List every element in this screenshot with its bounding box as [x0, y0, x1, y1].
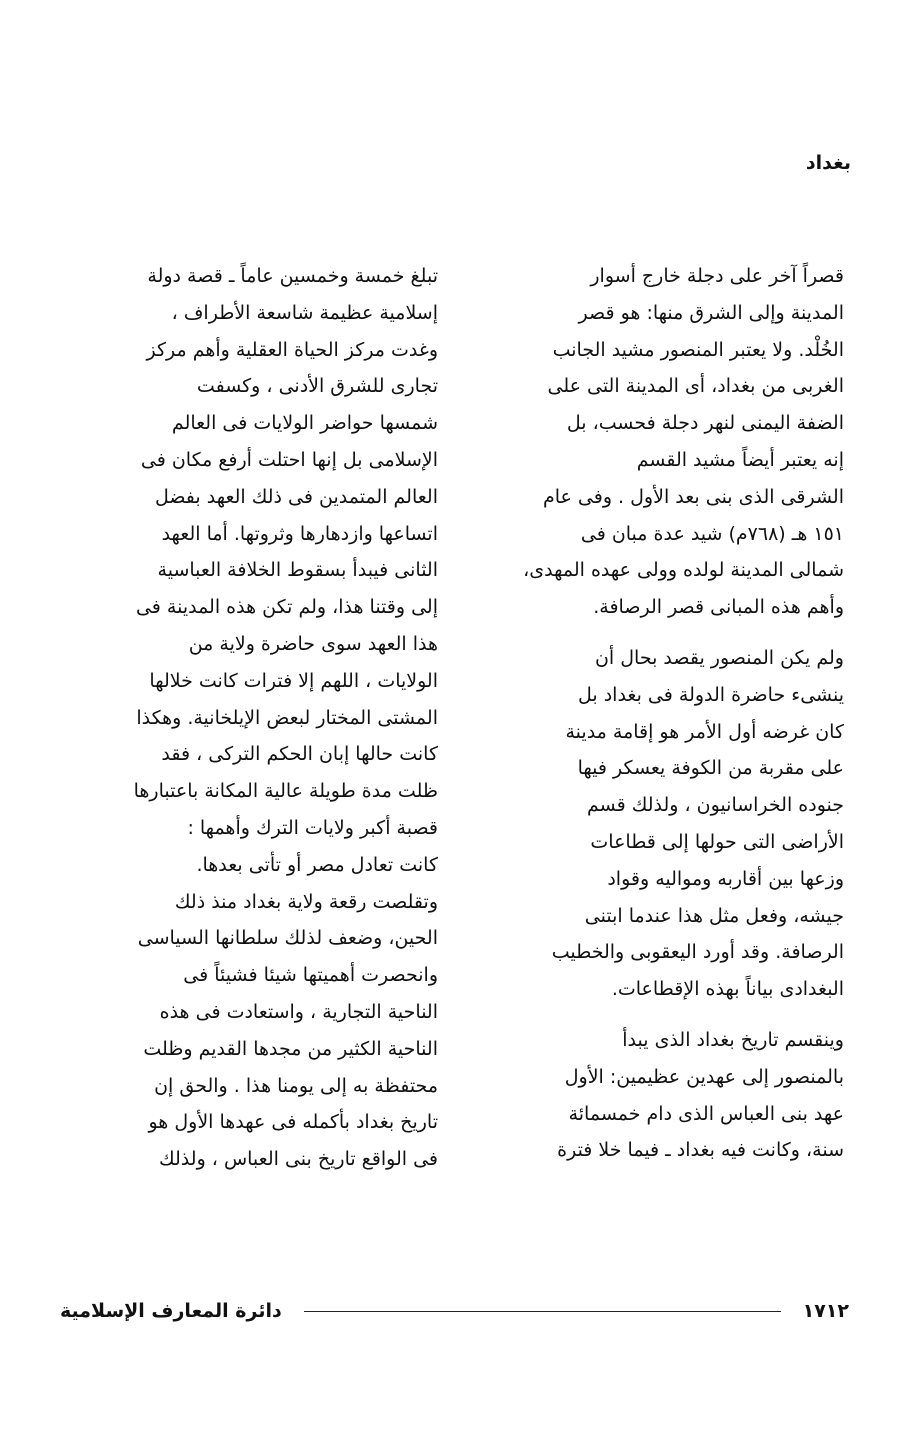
- text-line: جيشه، وفعل مثل هذا عندما ابتنى: [584, 904, 844, 927]
- paragraph: [474, 258, 844, 626]
- text-line: على مقربة من الكوفة يعسكر فيها: [577, 757, 844, 780]
- text-line: الناحية الكثير من مجدها القديم وظلت: [143, 1037, 438, 1060]
- text-line: الولايات ، اللهم إلا فترات كانت خلالها: [149, 669, 438, 692]
- publication-title: دائرة المعارف الإسلامية: [60, 1300, 282, 1322]
- paragraph-gap: [474, 1008, 844, 1022]
- text-line: وتقلصت رقعة ولاية بغداد منذ ذلك: [174, 890, 438, 913]
- text-line: إنه يعتبر أيضاً مشيد القسم: [636, 448, 844, 471]
- text-line: كانت تعادل مصر أو تأتى بعدها.: [196, 853, 438, 876]
- text-line: الإسلامى بل إنها احتلت أرفع مكان فى: [140, 448, 438, 471]
- text-line: ظلت مدة طويلة عالية المكانة باعتبارها: [133, 780, 438, 803]
- text-line: سنة، وكانت فيه بغداد ـ فيما خلا فترة: [557, 1139, 844, 1162]
- paragraph: [474, 1022, 844, 1169]
- text-line: ١٥١ هـ (٧٦٨م) شيد عدة مبان فى: [580, 522, 844, 545]
- text-line: قصراً آخر على دجلة خارج أسوار: [590, 265, 844, 287]
- text-line: البغدادى بياناً بهذه الإقطاعات.: [611, 978, 844, 1001]
- text-line: إسلامية عظيمة شاسعة الأطراف ،: [171, 301, 438, 324]
- right-column: [474, 258, 844, 1169]
- text-line: الناحية التجارية ، واستعادت فى هذه: [159, 1000, 438, 1023]
- running-head: بغداد: [805, 152, 851, 174]
- text-line: عهد بنى العباس الذى دام خمسمائة: [568, 1102, 844, 1125]
- text-line: هذا العهد سوى حاضرة ولاية من: [188, 632, 438, 655]
- text-line: الأراضى التى حولها إلى قطاعات: [590, 830, 844, 853]
- text-line: شمسها حواضر الولايات فى العالم: [171, 412, 438, 435]
- text-line: وزعها بين أقاربه ومواليه وقواد: [607, 867, 844, 890]
- text-line: اتساعها وازدهارها وثروتها. أما العهد: [161, 522, 438, 545]
- text-line: المدينة وإلى الشرق منها: هو قصر: [578, 301, 844, 324]
- text-line: وانحصرت أهميتها شيئا فشيئاً فى: [183, 964, 438, 987]
- text-line: الحين، وضعف لذلك سلطانها السياسى: [137, 927, 438, 950]
- text-line: وغدت مركز الحياة العقلية وأهم مركز: [146, 338, 438, 361]
- left-column: [68, 258, 438, 1178]
- text-line: كانت حالها إبان الحكم التركى ، فقد: [161, 743, 438, 766]
- page-number: ١٧١٢: [802, 1300, 849, 1322]
- text-line: العالم المتمدين فى ذلك العهد بفضل: [154, 485, 438, 508]
- paragraph: [474, 640, 844, 1008]
- footer-rule: [304, 1311, 781, 1312]
- text-line: شمالى المدينة لولده وولى عهده المهدى،: [523, 559, 844, 582]
- paragraph: [68, 258, 438, 1178]
- text-line: ينشىء حاضرة الدولة فى بغداد بل: [578, 683, 844, 706]
- text-line: وينقسم تاريخ بغداد الذى يبدأ: [622, 1028, 844, 1051]
- text-line: الضفة اليمنى لنهر دجلة فحسب، بل: [566, 412, 844, 435]
- page-footer: [60, 1296, 849, 1326]
- text-line: وأهم هذه المبانى قصر الرصافة.: [593, 596, 844, 619]
- text-line: الرصافة. وقد أورد اليعقوبى والخطيب: [551, 941, 844, 964]
- text-line: الشرقى الذى بنى بعد الأول . وفى عام: [542, 485, 844, 508]
- text-line: الغربى من بغداد، أى المدينة التى على: [547, 375, 844, 398]
- text-line: محتفظة به إلى يومنا هذا . والحق إن: [154, 1074, 438, 1097]
- text-line: الخُلْد. ولا يعتبر المنصور مشيد الجانب: [552, 338, 844, 361]
- text-line: بالمنصور إلى عهدين عظيمين: الأول: [564, 1065, 844, 1088]
- text-line: الثانى فيبدأ بسقوط الخلافة العباسية: [157, 559, 438, 582]
- text-line: تاريخ بغداد بأكمله فى عهدها الأول هو: [148, 1111, 438, 1134]
- text-line: تجارى للشرق الأدنى ، وكسفت: [196, 375, 438, 398]
- text-line: جنوده الخراسانيون ، ولذلك قسم: [586, 794, 844, 817]
- paragraph-gap: [474, 626, 844, 640]
- text-line: تبلغ خمسة وخمسين عاماً ـ قصة دولة: [147, 265, 438, 287]
- text-line: فى الواقع تاريخ بنى العباس ، ولذلك: [159, 1148, 438, 1171]
- text-line: قصبة أكبر ولايات الترك وأهمها :: [187, 816, 438, 839]
- text-line: المشتى المختار لبعض الإيلخانية. وهكذا: [136, 706, 438, 729]
- text-line: ولم يكن المنصور يقصد بحال أن: [594, 646, 844, 669]
- text-line: كان غرضه أول الأمر هو إقامة مدينة: [565, 720, 844, 743]
- text-line: إلى وقتنا هذا، ولم تكن هذه المدينة فى: [135, 596, 438, 619]
